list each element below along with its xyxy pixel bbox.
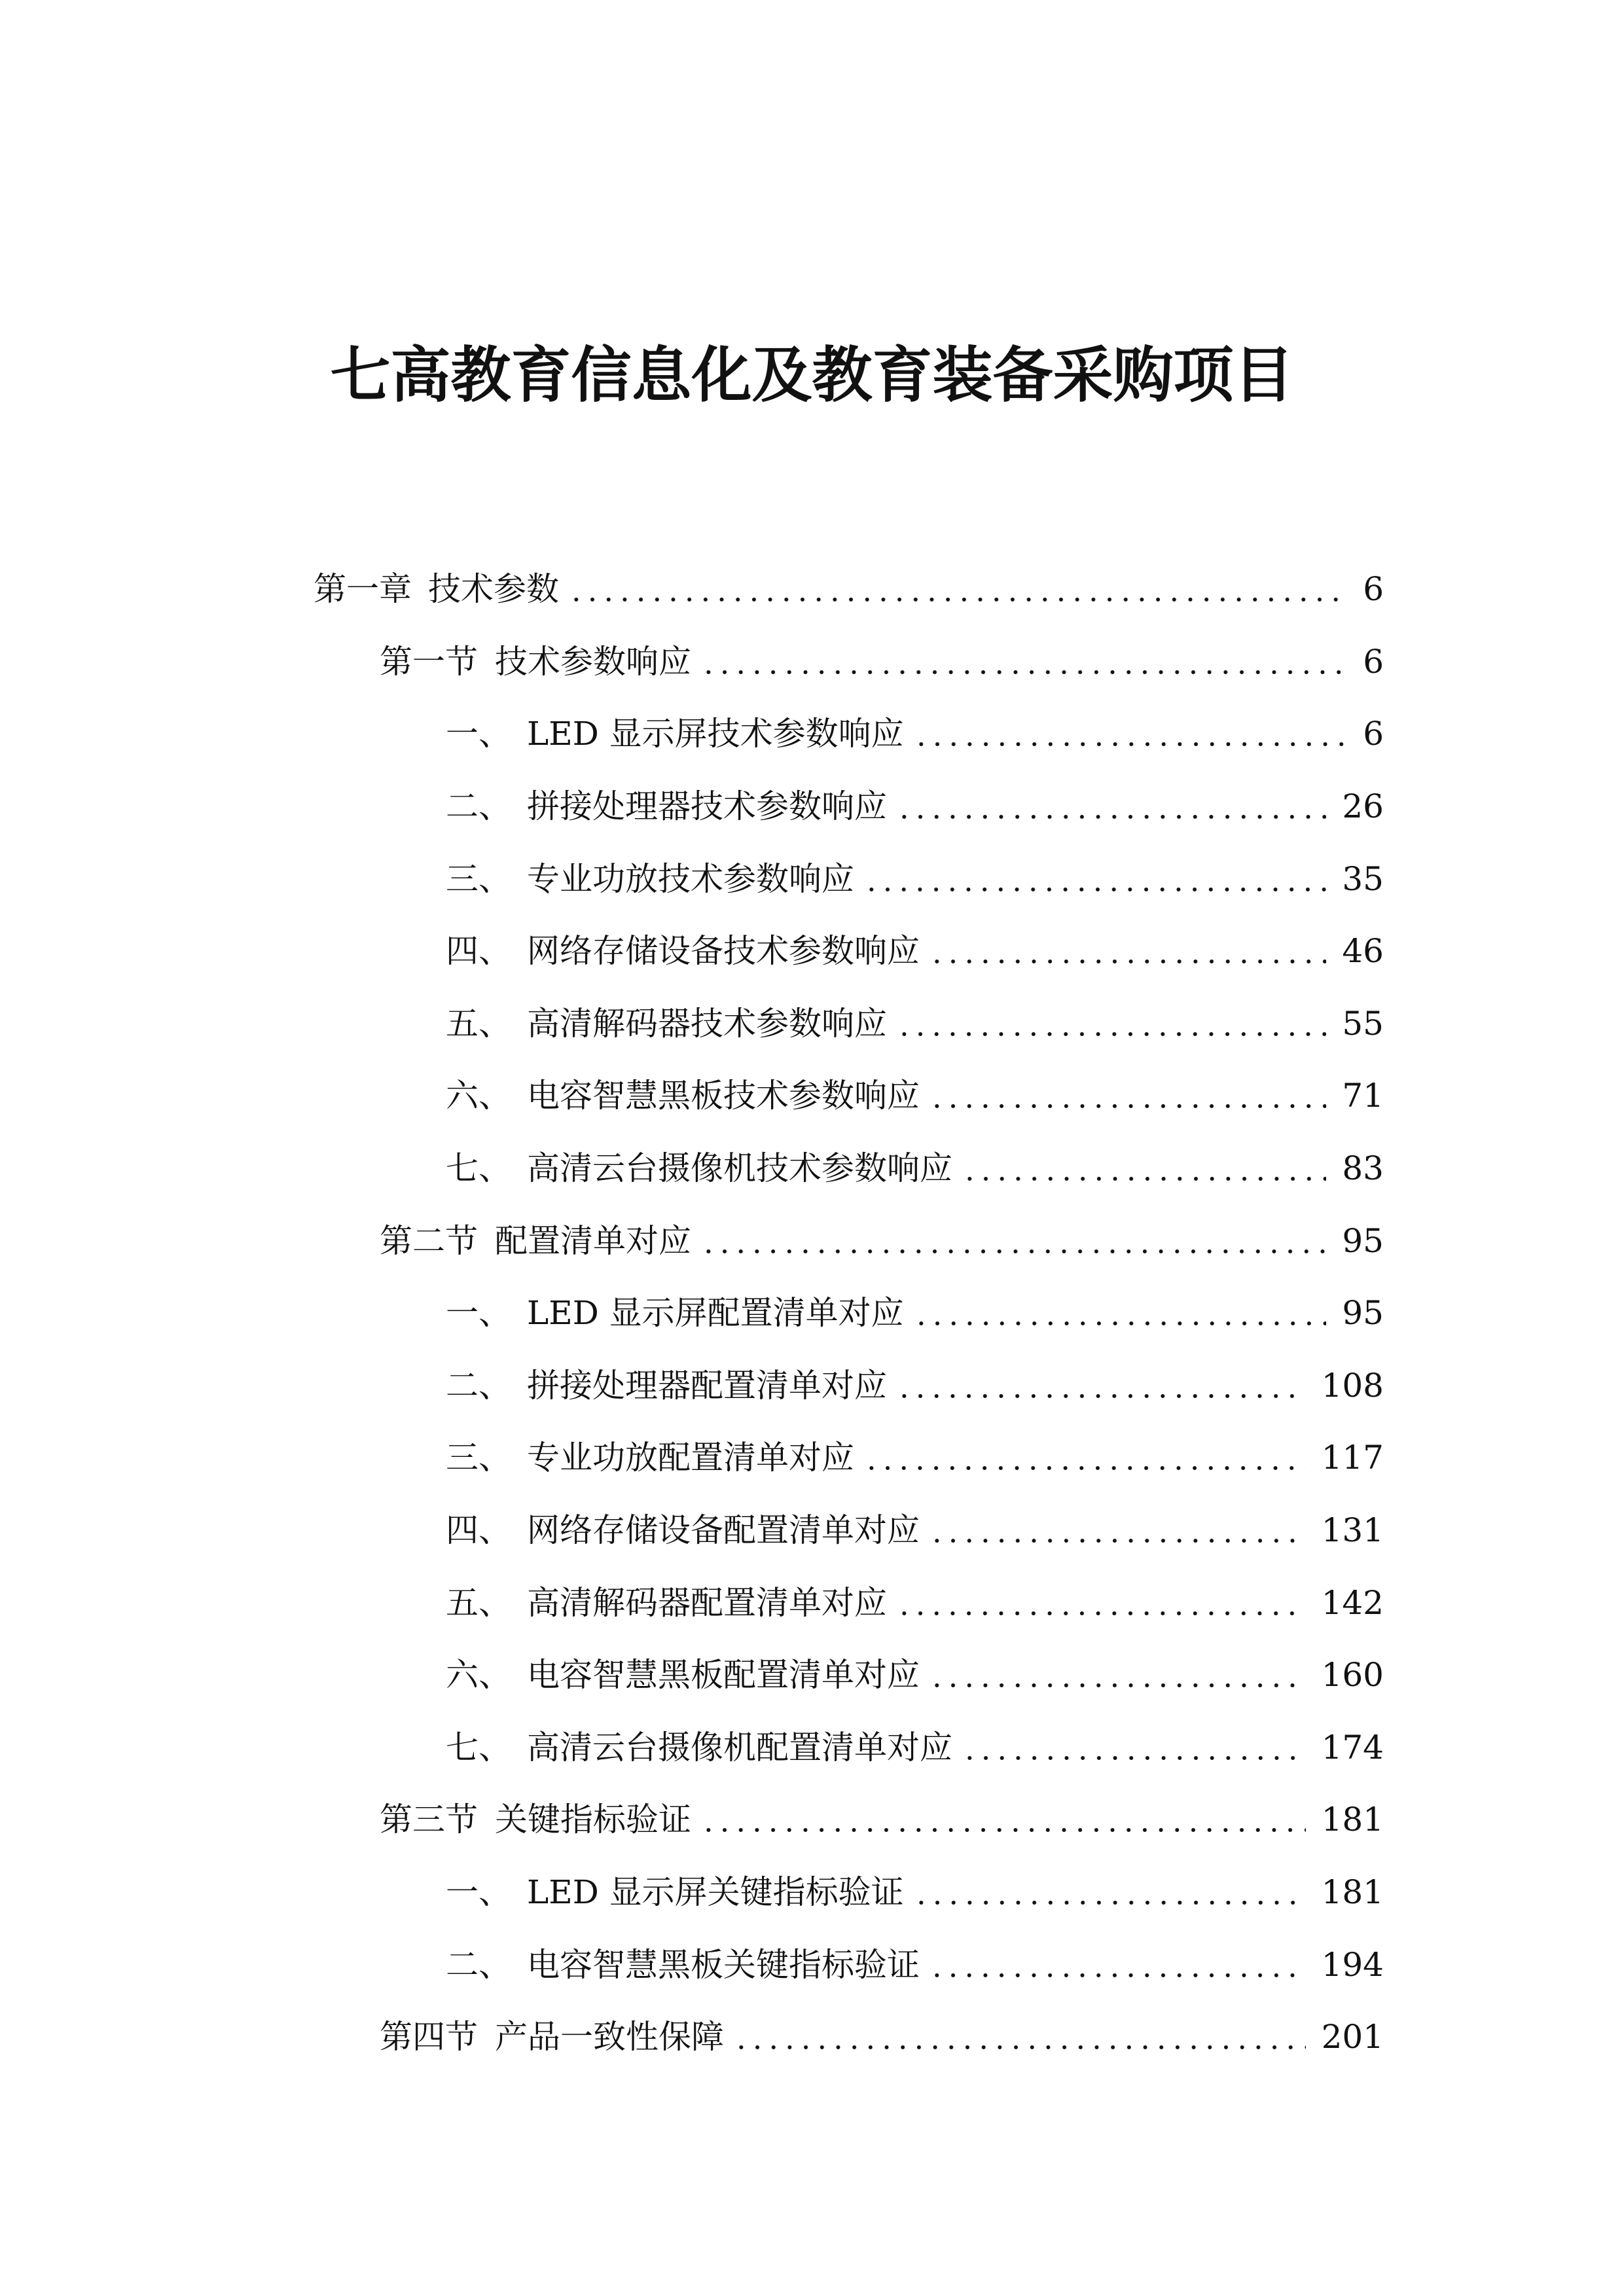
toc-page-number: 194 bbox=[1321, 1945, 1384, 1984]
toc-entry-item bbox=[446, 1060, 1384, 1132]
toc-entry-label: 高清云台摄像机配置清单对应 bbox=[527, 1728, 952, 1767]
toc-dot-leader bbox=[929, 1952, 1306, 1978]
toc-entry-section bbox=[380, 626, 1384, 698]
toc-dot-leader bbox=[962, 1734, 1306, 1761]
toc-page-number: 83 bbox=[1342, 1149, 1384, 1188]
toc-entry-number: 五、 bbox=[446, 1583, 511, 1622]
toc-page-number: 181 bbox=[1321, 1801, 1384, 1839]
toc-entry-section bbox=[380, 1784, 1384, 1856]
toc-entry-item bbox=[446, 1132, 1384, 1205]
toc-entry-label: 网络存储设备技术参数响应 bbox=[527, 932, 920, 971]
toc-entry-label: 关键指标验证 bbox=[495, 1801, 691, 1839]
toc-entry-item bbox=[446, 1856, 1384, 1929]
toc-page-number: 95 bbox=[1342, 1294, 1384, 1333]
toc-page-number: 174 bbox=[1321, 1728, 1384, 1767]
toc-dot-leader bbox=[962, 1155, 1326, 1181]
toc-dot-leader bbox=[896, 1011, 1326, 1037]
toc-entry-number: 七、 bbox=[446, 1728, 511, 1767]
toc-entry-number: 一、 bbox=[446, 1873, 511, 1911]
toc-entry-item bbox=[446, 1712, 1384, 1784]
toc-page-number: 95 bbox=[1342, 1221, 1384, 1260]
toc-entry-number: 一、 bbox=[446, 715, 511, 753]
toc-dot-leader bbox=[568, 576, 1347, 602]
toc-entry-item bbox=[446, 988, 1384, 1060]
toc-entry-number: 第四节 bbox=[380, 2018, 478, 2056]
toc-entry-item bbox=[446, 1928, 1384, 2001]
toc-entry-label: 高清解码器配置清单对应 bbox=[527, 1583, 887, 1622]
toc-page-number: 6 bbox=[1363, 715, 1384, 753]
toc-dot-leader bbox=[896, 793, 1326, 819]
table-of-contents bbox=[0, 553, 1624, 2073]
toc-entry-number: 六、 bbox=[446, 1077, 511, 1115]
toc-dot-leader bbox=[863, 866, 1326, 892]
toc-page-number: 181 bbox=[1321, 1873, 1384, 1911]
toc-entry-item bbox=[446, 770, 1384, 843]
toc-entry-section bbox=[380, 2001, 1384, 2073]
toc-entry-number: 第三节 bbox=[380, 1801, 478, 1839]
toc-dot-leader bbox=[929, 938, 1326, 964]
toc-entry-item bbox=[446, 1277, 1384, 1350]
toc-entry-label: 拼接处理器配置清单对应 bbox=[527, 1366, 887, 1405]
toc-entry-label: 技术参数响应 bbox=[495, 642, 691, 681]
toc-entry-item bbox=[446, 1422, 1384, 1494]
toc-entry-number: 六、 bbox=[446, 1656, 511, 1695]
toc-dot-leader bbox=[863, 1444, 1306, 1471]
toc-entry-item bbox=[446, 698, 1384, 770]
toc-entry-label: 电容智慧黑板关键指标验证 bbox=[527, 1945, 920, 1984]
toc-entry-label: 技术参数 bbox=[428, 570, 559, 609]
toc-entry-item bbox=[446, 1494, 1384, 1567]
toc-dot-leader bbox=[929, 1662, 1306, 1688]
toc-dot-leader bbox=[733, 2024, 1306, 2050]
toc-dot-leader bbox=[896, 1372, 1306, 1399]
toc-page-number: 46 bbox=[1342, 932, 1384, 971]
toc-dot-leader bbox=[913, 721, 1348, 747]
toc-entry-item bbox=[446, 842, 1384, 915]
toc-dot-leader bbox=[929, 1083, 1326, 1109]
toc-entry-label: LED 显示屏关键指标验证 bbox=[527, 1873, 904, 1911]
toc-entry-item bbox=[446, 1350, 1384, 1422]
toc-entry-number: 四、 bbox=[446, 1511, 511, 1550]
toc-page-number: 55 bbox=[1342, 1004, 1384, 1043]
toc-entry-label: 电容智慧黑板技术参数响应 bbox=[527, 1077, 920, 1115]
toc-dot-leader bbox=[929, 1517, 1306, 1543]
toc-page-number: 35 bbox=[1342, 859, 1384, 898]
toc-entry-label: LED 显示屏技术参数响应 bbox=[527, 715, 904, 753]
toc-entry-item bbox=[446, 1639, 1384, 1712]
toc-entry-number: 第一章 bbox=[314, 570, 412, 609]
toc-entry-number: 五、 bbox=[446, 1004, 511, 1043]
toc-entry-label: 专业功放配置清单对应 bbox=[527, 1439, 854, 1477]
toc-entry-number: 三、 bbox=[446, 1439, 511, 1477]
toc-page-number: 142 bbox=[1321, 1583, 1384, 1622]
toc-entry-number: 二、 bbox=[446, 1945, 511, 1984]
toc-page-number: 131 bbox=[1321, 1511, 1384, 1550]
toc-entry-number: 三、 bbox=[446, 859, 511, 898]
document-title: 七高教育信息化及教育装备采购项目 bbox=[330, 340, 1294, 410]
toc-entry-label: 高清解码器技术参数响应 bbox=[527, 1004, 887, 1043]
toc-entry-item bbox=[446, 915, 1384, 988]
toc-page-number: 108 bbox=[1321, 1366, 1384, 1405]
toc-dot-leader bbox=[700, 1228, 1326, 1254]
toc-page-number: 6 bbox=[1363, 642, 1384, 681]
toc-entry-item bbox=[446, 1566, 1384, 1639]
toc-page-number: 26 bbox=[1342, 787, 1384, 826]
toc-entry-section bbox=[380, 1204, 1384, 1277]
toc-entry-label: LED 显示屏配置清单对应 bbox=[527, 1294, 904, 1333]
toc-page-number: 117 bbox=[1321, 1439, 1384, 1477]
toc-page-number: 201 bbox=[1321, 2018, 1384, 2056]
toc-dot-leader bbox=[700, 649, 1347, 675]
toc-entry-label: 专业功放技术参数响应 bbox=[527, 859, 854, 898]
toc-page-number: 71 bbox=[1342, 1077, 1384, 1115]
toc-dot-leader bbox=[913, 1300, 1327, 1326]
toc-entry-label: 网络存储设备配置清单对应 bbox=[527, 1511, 920, 1550]
toc-entry-number: 四、 bbox=[446, 932, 511, 971]
toc-page-number: 6 bbox=[1363, 570, 1384, 609]
toc-entry-chapter bbox=[314, 553, 1384, 626]
toc-page-number: 160 bbox=[1321, 1656, 1384, 1695]
toc-entry-label: 电容智慧黑板配置清单对应 bbox=[527, 1656, 920, 1695]
toc-dot-leader bbox=[700, 1806, 1306, 1833]
toc-entry-number: 一、 bbox=[446, 1294, 511, 1333]
toc-dot-leader bbox=[913, 1879, 1306, 1905]
toc-entry-number: 七、 bbox=[446, 1149, 511, 1188]
toc-entry-label: 产品一致性保障 bbox=[495, 2018, 724, 2056]
toc-entry-label: 高清云台摄像机技术参数响应 bbox=[527, 1149, 952, 1188]
toc-dot-leader bbox=[896, 1590, 1306, 1616]
toc-entry-number: 二、 bbox=[446, 787, 511, 826]
toc-entry-label: 配置清单对应 bbox=[495, 1221, 691, 1260]
toc-entry-number: 第一节 bbox=[380, 642, 478, 681]
toc-entry-number: 第二节 bbox=[380, 1221, 478, 1260]
toc-entry-number: 二、 bbox=[446, 1366, 511, 1405]
toc-entry-label: 拼接处理器技术参数响应 bbox=[527, 787, 887, 826]
